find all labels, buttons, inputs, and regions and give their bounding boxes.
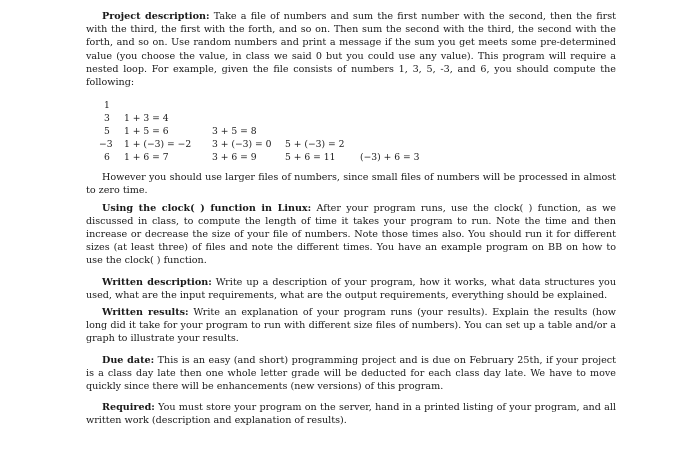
example-sum: 3 + 6 = 9 (212, 152, 257, 164)
example-sum: 5 + (−3) = 2 (285, 139, 345, 151)
written-description-heading: Written description: (102, 276, 212, 288)
project-description-heading: Project description: (102, 11, 210, 22)
example-sums (86, 99, 616, 163)
example-number: 3 (104, 113, 110, 125)
clock-heading: Using the clock( ) function in Linux: (102, 202, 312, 214)
example-sum: (−3) + 6 = 3 (360, 152, 420, 164)
project-description-text: Take a file of numbers and sum the first number with the second, then the first with the third, the first with the forth, and so on. Then sum the second with the third, the second with the forth, and so on. Use random numbers and print a message if the sum you get meets some pre-determined value (you choose the value, in class we said 0 but you could use any value). This program will require a nested loop. For example, given the file consists of numbers 1, 3, 5, -3, and 6, you should compute the following: (86, 11, 616, 89)
project-description-paragraph (86, 10, 616, 89)
clock-paragraph (86, 202, 616, 268)
however-paragraph: However you should use larger files of numbers, since small files of numbers will be processed in almost to zero time. (86, 172, 616, 197)
example-sum: 1 + 5 = 6 (124, 126, 169, 138)
example-sum: 3 + 5 = 8 (212, 126, 257, 138)
written-results-text: Write an explanation of your program runs (your results). Explain the results (how long did it take for your program to run with different size files of numbers). You can set up a table and/or a graph to illustrate your results. (86, 307, 616, 345)
example-number: 1 (104, 100, 110, 112)
example-number: 5 (104, 126, 110, 138)
written-description-text: Write up a description of your program, how it works, what data structures you used, what are the input requirements, what are the output requirements, everything should be explained. (86, 276, 616, 301)
clock-text: After your program runs, use the clock( ) function, as we discussed in class, to compute the length of time it takes your program to run. Note the time and then increase or decrease the size of your file of numbers. Note those times also. You should run it for different sizes (at least three) of files and note the different times. You have an example program on BB on how to use the clock( ) function. (86, 202, 616, 267)
document-page (86, 10, 616, 432)
required-heading: Required: (102, 402, 155, 414)
written-results-heading: Written results: (102, 307, 189, 319)
required-text: You must store your program on the server, hand in a printed listing of your program, and all written work (description and explanation of results). (86, 402, 616, 427)
example-sum: 1 + (−3) = −2 (124, 139, 192, 151)
example-sum: 1 + 3 = 4 (124, 113, 169, 125)
example-number: 6 (104, 152, 110, 164)
example-sum: 5 + 6 = 11 (285, 152, 336, 164)
required-paragraph (86, 401, 616, 427)
example-number: −3 (99, 139, 113, 151)
written-results-paragraph (86, 306, 616, 346)
written-description-paragraph (86, 276, 616, 302)
example-sum: 3 + (−3) = 0 (212, 139, 272, 151)
due-date-text: This is an easy (and short) programming project and is due on February 25th, if your project is a class day late then one whole letter grade will be deducted for each class day late. We have to move quickly since there will be enhancements (new versions) of this program. (86, 354, 616, 393)
example-sum: 1 + 6 = 7 (124, 152, 169, 164)
due-date-heading: Due date: (102, 354, 155, 366)
due-date-paragraph (86, 354, 616, 394)
